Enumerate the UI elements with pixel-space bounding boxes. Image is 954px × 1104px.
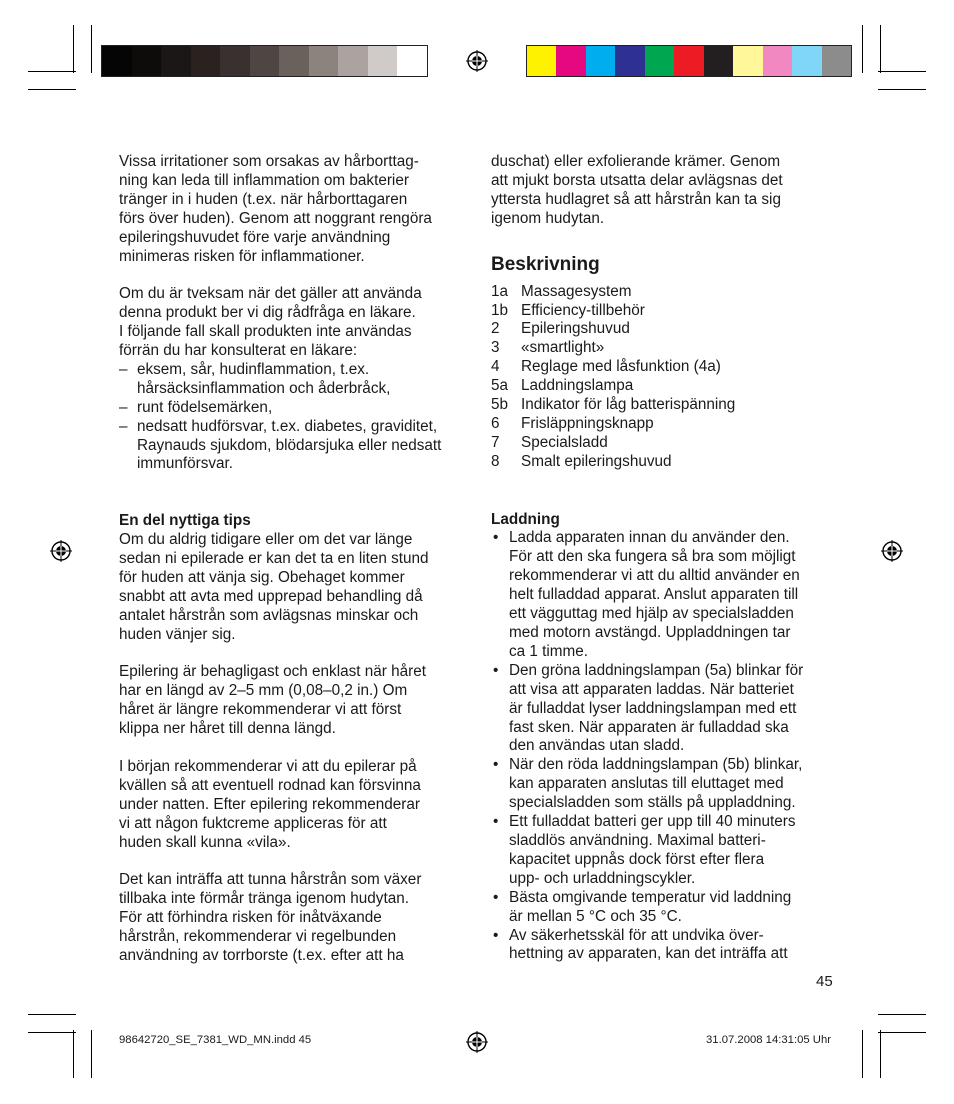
bullet-list-item	[491, 813, 841, 889]
color-swatch	[161, 46, 191, 76]
color-swatch	[822, 46, 851, 76]
text-line: för huden att vänja sig. Obehaget kommer	[119, 568, 405, 586]
bullet-list-item	[491, 756, 841, 813]
text-line: – nedsatt hudförsvar, t.ex. diabetes, graviditet,	[137, 417, 438, 435]
text-line: den användas utan sladd.	[509, 737, 685, 755]
text-line: Epilering är behagligast och enklast när håret	[119, 663, 426, 681]
text-line: är mellan 5 °C och 35 °C.	[509, 907, 682, 925]
bullet-list-item	[491, 529, 841, 661]
part-label: Laddningslampa	[521, 377, 634, 395]
color-swatch	[397, 46, 427, 76]
text-line: • Den gröna laddningslampan (5a) blinkar för	[509, 661, 804, 679]
text-line: Vissa irritationer som orsakas av hårborttag-	[119, 153, 419, 170]
color-swatch	[586, 46, 615, 76]
color-swatch	[250, 46, 280, 76]
color-swatch	[615, 46, 644, 76]
color-swatch	[792, 46, 821, 76]
text-line: att visa att apparaten laddas. När batteriet	[509, 680, 794, 698]
color-bar	[526, 45, 852, 77]
part-number: 5b	[491, 396, 509, 414]
text-line: hårstrån, rekommenderar vi regelbunden	[119, 928, 397, 946]
part-number: 8	[491, 452, 500, 470]
text-line: Raynauds sjukdom, blödarsjuka eller nedsatt	[137, 436, 442, 454]
text-line: • Ett fulladdat batteri ger upp till 40 minuters	[509, 813, 796, 831]
color-swatch	[191, 46, 221, 76]
color-swatch	[763, 46, 792, 76]
text-line: ning kan leda till inflammation om bakterier	[119, 171, 409, 189]
text-line: att mjukt borsta utsatta delar avlägsnas det	[491, 171, 783, 189]
paragraph-tips-2	[119, 663, 469, 739]
text-line: huden skall kunna «vila».	[119, 833, 291, 851]
color-swatch	[733, 46, 762, 76]
text-line: • Bästa omgivande temperatur vid laddning	[509, 888, 792, 906]
part-label: Specialsladd	[521, 433, 608, 451]
bullet-list-item	[491, 889, 841, 927]
text-line: vi att någon fuktcreme appliceras för att	[119, 814, 387, 832]
text-line: kvällen så att eventuell rodnad kan försvinna	[119, 776, 421, 794]
parts-list	[491, 283, 841, 472]
left-column	[119, 153, 469, 966]
part-number: 7	[491, 433, 500, 451]
part-number: 1a	[491, 282, 509, 300]
part-label: Indikator för låg batterispänning	[521, 396, 736, 414]
text-line: huden vänjer sig.	[119, 625, 236, 643]
text-line: hårsäcksinflammation och åderbråck,	[137, 379, 391, 397]
text-line: under natten. Efter epilering rekommenderar	[119, 795, 421, 813]
text-line: • Av säkerhetsskäl för att undvika över-	[509, 926, 764, 944]
part-label: Efficiency-tillbehör	[521, 301, 645, 319]
text-line: kapacitet uppnås dock först efter flera	[509, 850, 765, 868]
text-line: yttersta hudlagret så att hårstrån kan ta sig	[491, 190, 781, 208]
text-line: tillbaka inte förmår tränga igenom hudytan.	[119, 890, 409, 908]
color-swatch	[220, 46, 250, 76]
grayscale-bar	[101, 45, 428, 77]
paragraph-continued	[491, 153, 841, 229]
bullet-list-item	[491, 927, 841, 965]
section-title: Beskrivning	[491, 253, 600, 275]
color-swatch	[674, 46, 703, 76]
dash-list-item	[119, 399, 469, 418]
text-line: ett vägguttag med hjälp av specialsladden	[509, 605, 794, 623]
color-swatch	[704, 46, 733, 76]
text-line: med motorn avstängd. Uppladdningen tar	[509, 624, 791, 642]
dash-list-item	[119, 361, 469, 399]
part-number: 3	[491, 339, 500, 357]
text-line: rekommenderar vi att du alltid använder en	[509, 567, 800, 585]
text-line: sedan ni epilerade er kan det ta en liten stund	[119, 549, 429, 567]
bullet-list-item	[491, 662, 841, 757]
registration-mark-icon	[466, 50, 488, 72]
registration-mark-icon	[881, 540, 903, 562]
text-line: hettning av apparaten, kan det inträffa att	[509, 945, 788, 963]
text-line: För att förhindra risken för inåtväxande	[119, 909, 382, 927]
dash-list-item	[119, 418, 469, 475]
text-line: epileringshuvudet före varje användning	[119, 228, 391, 246]
part-number: 1b	[491, 301, 509, 319]
paragraph-skin-irritation	[119, 153, 469, 266]
part-label: Massagesystem	[521, 282, 632, 300]
text-line: – runt födelsemärken,	[137, 398, 273, 416]
text-line: klippa ner håret till denna längd.	[119, 720, 336, 738]
text-line: upp- och urladdningscykler.	[509, 869, 696, 887]
right-column	[491, 153, 841, 964]
dash-list	[119, 361, 469, 474]
part-number: 4	[491, 358, 500, 376]
part-label: Smalt epileringshuvud	[521, 452, 672, 470]
part-label: Reglage med låsfunktion (4a)	[521, 358, 721, 376]
text-line: är fulladdat lyser laddningslampan med ett	[509, 699, 797, 717]
text-line: ca 1 timme.	[509, 642, 589, 660]
registration-mark-icon	[50, 540, 72, 562]
color-swatch	[556, 46, 585, 76]
text-line: har en längd av 2–5 mm (0,08–0,2 in.) Om	[119, 682, 408, 700]
registration-mark-icon	[466, 1031, 488, 1053]
color-swatch	[338, 46, 368, 76]
text-line: helt fulladdad apparat. Anslut apparaten till	[509, 586, 799, 604]
color-swatch	[279, 46, 309, 76]
paragraph-tips-1	[119, 531, 469, 644]
color-swatch	[102, 46, 132, 76]
part-number: 6	[491, 414, 500, 432]
charging-heading: Laddning	[491, 510, 560, 528]
color-swatch	[645, 46, 674, 76]
color-swatch	[527, 46, 556, 76]
text-line: – eksem, sår, hudinflammation, t.ex.	[137, 360, 370, 378]
part-number: 2	[491, 320, 500, 338]
text-line: kan apparaten anslutas till eluttaget med	[509, 775, 784, 793]
text-line: Det kan inträffa att tunna hårstrån som växer	[119, 871, 422, 889]
footer-timestamp: 31.07.2008 14:31:05 Uhr	[706, 1034, 831, 1046]
charging-bullet-list	[491, 529, 841, 964]
text-line: immunförsvar.	[137, 455, 234, 473]
text-line: I följande fall skall produkten inte användas	[119, 323, 412, 341]
text-line: igenom hudytan.	[491, 209, 605, 227]
text-line: denna produkt ber vi dig rådfråga en läkare.	[119, 304, 416, 322]
text-line: förrän du har konsulterat en läkare:	[119, 342, 358, 360]
part-label: Frisläppningsknapp	[521, 414, 654, 432]
tips-heading: En del nyttiga tips	[119, 512, 251, 530]
text-line: snabbt att avta med upprepad behandling då	[119, 587, 423, 605]
text-line: sladdlös användning. Maximal batteri-	[509, 831, 766, 849]
text-line: duschat) eller exfolierande krämer. Genom	[491, 153, 781, 170]
paragraph-consult-doctor	[119, 285, 469, 361]
text-line: • När den röda laddningslampan (5b) blinkar,	[509, 756, 803, 774]
part-number: 5a	[491, 377, 509, 395]
text-line: förs över huden). Genom att noggrant rengöra	[119, 209, 432, 227]
paragraph-tips-4	[119, 871, 469, 966]
color-swatch	[309, 46, 339, 76]
page-number: 45	[816, 973, 833, 990]
text-line: För att den ska fungera så bra som möjligt	[509, 548, 796, 566]
text-line: antalet hårstrån som avlägsnas minskar och	[119, 606, 419, 624]
text-line: Om du är tveksam när det gäller att använda	[119, 285, 422, 303]
text-line: minimeras risken för inflammationer.	[119, 247, 365, 265]
paragraph-tips-3	[119, 758, 469, 853]
text-line: specialsladden som ställs på uppladdning.	[509, 794, 796, 812]
text-line: håret är längre rekommenderar vi att först	[119, 701, 402, 719]
part-label: Epileringshuvud	[521, 320, 630, 338]
color-swatch	[132, 46, 162, 76]
footer-file-info: 98642720_SE_7381_WD_MN.indd 45	[119, 1034, 312, 1046]
part-label: «smartlight»	[521, 339, 605, 357]
color-swatch	[368, 46, 398, 76]
text-line: fast sken. När apparaten är fulladdad ska	[509, 718, 789, 736]
text-line: • Ladda apparaten innan du använder den.	[509, 529, 790, 547]
text-line: användning av torrborste (t.ex. efter att ha	[119, 946, 404, 964]
text-line: I början rekommenderar vi att du epilerar på	[119, 757, 417, 775]
text-line: tränger in i huden (t.ex. när hårborttagaren	[119, 190, 408, 208]
text-line: Om du aldrig tidigare eller om det var länge	[119, 531, 413, 549]
